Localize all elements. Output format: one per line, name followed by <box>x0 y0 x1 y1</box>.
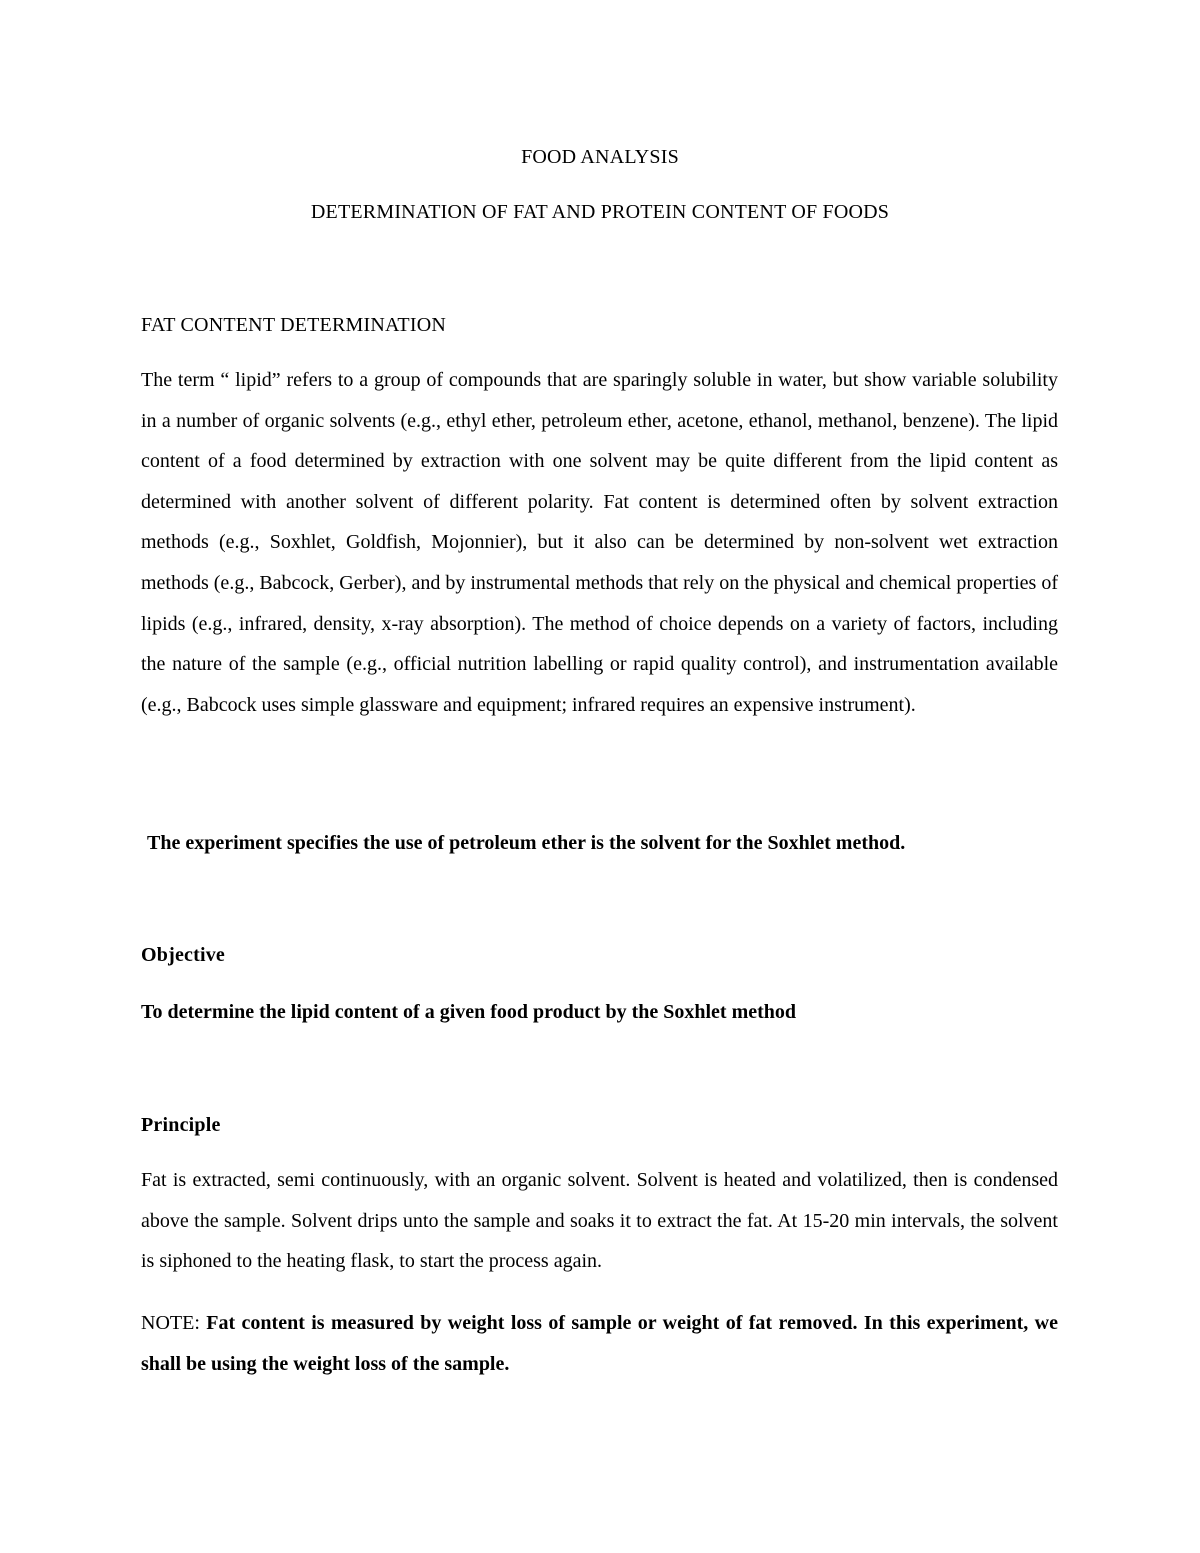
objective-text: To determine the lipid content of a given food product by the Soxhlet method <box>141 1001 797 1023</box>
fat-section-paragraph: The term “ lipid” refers to a group of compounds that are sparingly soluble in water, but show variable solubility in a number of organic solvents (e.g., ethyl ether, petroleum ether, acetone, ethanol, methanol, benzene). The lipid content of a food determined by extraction with one solvent may be quite different from the lipid content as determined with another solvent of different polarity. Fat content is determined often by solvent extraction methods (e.g., Soxhlet, Goldfish, Mojonnier), but it also can be determined by non-solvent wet extraction methods (e.g., Babcock, Gerber), and by instrumental methods that rely on the physical and chemical properties of lipids (e.g., infrared, density, x-ray absorption). The method of choice depends on a variety of factors, including the nature of the sample (e.g., official nutrition labelling or rapid quality control), and instrumentation available (e.g., Babcock uses simple glassware and equipment; infrared requires an expensive instrument). <box>141 369 1058 716</box>
principle-paragraph: Fat is extracted, semi continuously, with an organic solvent. Solvent is heated and volatilized, then is condensed above the sample. Solvent drips unto the sample and soaks it to extract the fat. At 15-20 min intervals, the solvent is siphoned to the heating flask, to start the process again. <box>141 1169 1058 1273</box>
principle-heading: Principle <box>141 1114 221 1136</box>
note-text: Fat content is measured by weight loss of sample or weight of fat removed. In this experiment, we shall be using the weight loss of the sample. <box>141 1312 1058 1375</box>
note-label: NOTE: <box>141 1312 200 1334</box>
note-paragraph <box>141 1303 1058 1384</box>
fat-section-heading: FAT CONTENT DETERMINATION <box>141 314 446 336</box>
document-subtitle: DETERMINATION OF FAT AND PROTEIN CONTENT OF FOODS <box>310 201 890 223</box>
document-title: FOOD ANALYSIS <box>521 146 679 168</box>
objective-heading: Objective <box>141 944 225 966</box>
solvent-statement: The experiment specifies the use of petroleum ether is the solvent for the Soxhlet method. <box>147 832 906 854</box>
